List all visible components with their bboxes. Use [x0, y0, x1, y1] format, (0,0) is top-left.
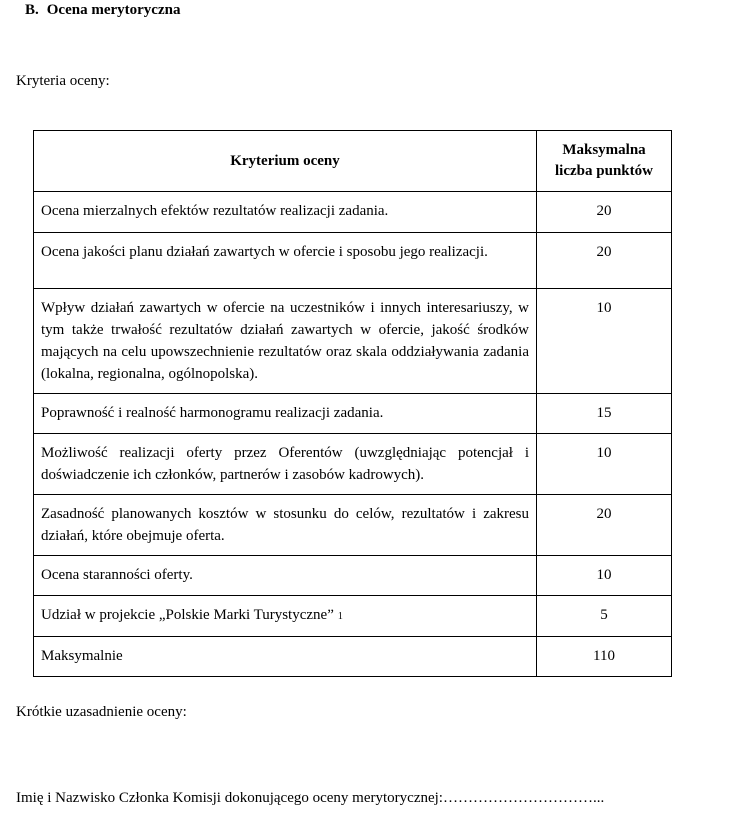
criterion-cell: Ocena staranności oferty.	[34, 556, 537, 596]
section-number: B.	[25, 2, 39, 18]
criterion-cell	[34, 596, 537, 637]
table-row	[34, 233, 672, 289]
table-row	[34, 289, 672, 394]
section-heading: Ocena merytoryczna	[46, 2, 181, 18]
points-cell: 5	[537, 596, 672, 637]
criteria-label: Kryteria oceny:	[16, 73, 110, 89]
table-row	[34, 434, 672, 495]
table-row	[34, 596, 672, 637]
points-cell: 10	[537, 434, 672, 495]
table-row	[34, 495, 672, 556]
justification-label: Krótkie uzasadnienie oceny:	[16, 704, 187, 720]
points-cell: 20	[537, 233, 672, 289]
points-cell: 10	[537, 556, 672, 596]
table-row-total	[34, 637, 672, 677]
table-row	[34, 192, 672, 233]
footnote-marker: 1	[337, 611, 343, 622]
header-max-points-line2: liczba punktów	[555, 163, 653, 179]
table-header-row	[34, 131, 672, 192]
points-cell: 20	[537, 192, 672, 233]
criterion-text: Udział w projekcie „Polskie Marki Turystyczne”	[41, 607, 334, 623]
points-cell: 15	[537, 394, 672, 434]
criterion-cell: Możliwość realizacji oferty przez Oferentów (uwzględniając potencjał i doświadczenie ich członków, partnerów i zasobów kadrowych).	[34, 434, 537, 495]
header-max-points-line1: Maksymalna	[562, 142, 646, 158]
points-cell: 110	[537, 637, 672, 677]
header-max-points	[537, 131, 672, 192]
criterion-cell: Poprawność i realność harmonogramu realizacji zadania.	[34, 394, 537, 434]
header-criterion: Kryterium oceny	[34, 131, 537, 192]
points-cell: 10	[537, 289, 672, 394]
criteria-table	[33, 130, 672, 677]
points-cell: 20	[537, 495, 672, 556]
signature-line: Imię i Nazwisko Członka Komisji dokonującego oceny merytorycznej:…………………………...	[16, 790, 605, 806]
section-title	[25, 2, 180, 19]
criterion-cell: Maksymalnie	[34, 637, 537, 677]
criterion-cell: Wpływ działań zawartych w ofercie na uczestników i innych interesariuszy, w tym także trwałość rezultatów działań zawartych w ofercie, jakość środków mających na celu upowszechnienie rezultatów oraz skala oddziaływania zadania (lokalna, regionalna, ogólnopolska).	[34, 289, 537, 394]
criterion-cell: Ocena mierzalnych efektów rezultatów realizacji zadania.	[34, 192, 537, 233]
table-row	[34, 394, 672, 434]
table-row	[34, 556, 672, 596]
criterion-cell: Ocena jakości planu działań zawartych w ofercie i sposobu jego realizacji.	[34, 233, 537, 289]
criterion-cell: Zasadność planowanych kosztów w stosunku do celów, rezultatów i zakresu działań, które obejmuje oferta.	[34, 495, 537, 556]
